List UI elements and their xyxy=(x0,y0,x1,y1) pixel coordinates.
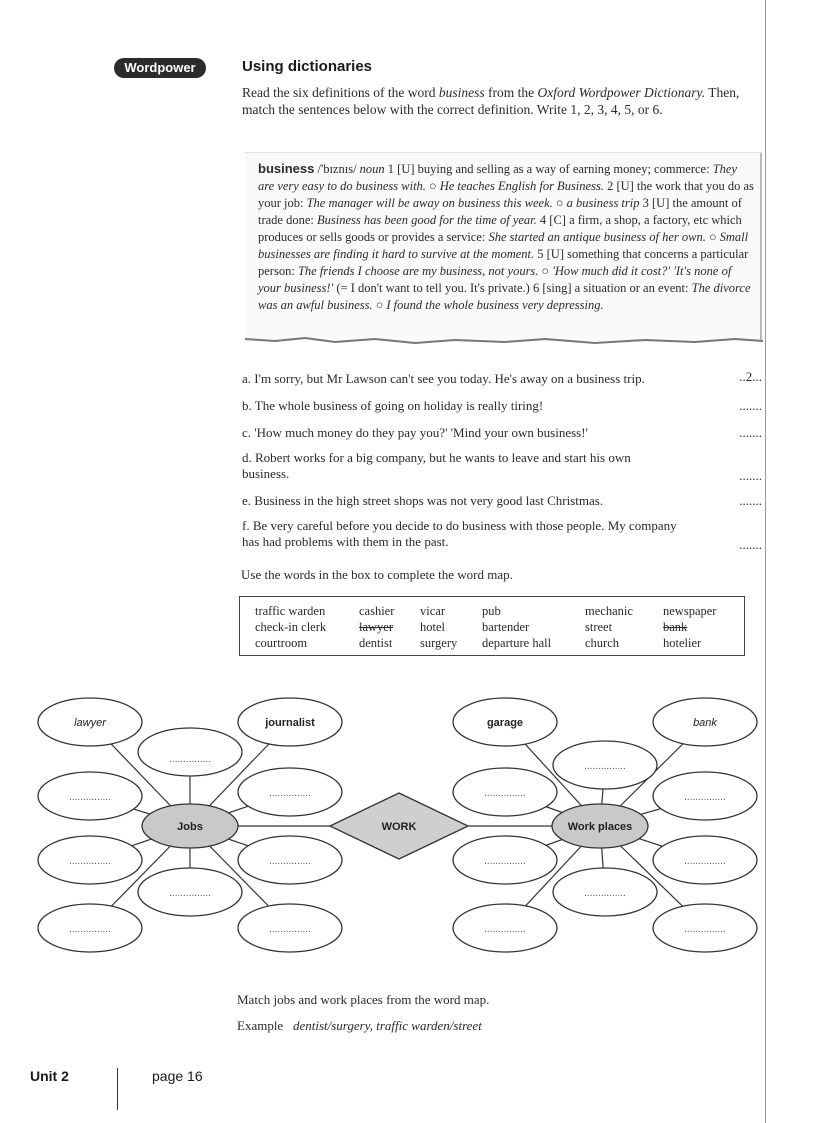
dictionary-entry: business /'bɪznɪs/ noun 1 [U] buying and selling as a way of earning money; commerce: They are very easy to do business with. ○ He teaches English for Business. 2 [U] the work that you do as your job: The manager will be away on business this week. ○ a business trip 3 [U] the amount of trade done: Business has been good for the time of year. 4 [C] a firm, a shop, a factory, etc which produces or sells goods or provides a service: She started an antique business of her own. ○ Small businesses are finding it hard to survive at the moment. 5 [U] something that concerns a particular person: The friends I choose are my business, not yours. ○ 'How much did it cost?' 'It's none of your business!' (= I don't want to tell you. It's private.) 6 [sing] a situation or an event: The divorce was an awful business. ○ I found the whole business very depressing. xyxy=(258,161,754,312)
blank-line: ............... xyxy=(484,924,526,935)
answer-b[interactable]: ....... xyxy=(739,398,762,413)
word: mechanic xyxy=(585,604,633,618)
work-center-label: WORK xyxy=(381,821,417,833)
word: street xyxy=(585,620,613,634)
map-bubble xyxy=(138,728,242,776)
blank-line: ............... xyxy=(269,924,311,935)
word: vicar xyxy=(420,604,445,618)
blank-line: ............... xyxy=(69,856,111,867)
margin-line xyxy=(765,0,766,1123)
word: newspaper xyxy=(663,604,717,618)
bubble-label: lawyer xyxy=(74,717,106,729)
word: departure hall xyxy=(482,636,552,650)
blank-line: ............... xyxy=(484,788,526,799)
page-number: page 16 xyxy=(152,1068,203,1084)
bubble-label: journalist xyxy=(265,717,315,729)
word: pub xyxy=(482,604,501,618)
box-instruction: Use the words in the box to complete the word map. xyxy=(241,567,513,582)
question-d: d. Robert works for a big company, but he wants to leave and start his own business. xyxy=(242,450,631,481)
intro-text: Read the six definitions of the word business from the Oxford Wordpower Dictionary. Then, match the sentences below with the correct definition. Write 1, 2, 3, 4, 5, or 6. xyxy=(242,85,740,117)
blank-line: ............... xyxy=(169,754,211,765)
blank-line: ............... xyxy=(69,792,111,803)
question-b: b. The whole business of going on holiday is really tiring! xyxy=(242,398,544,413)
blank-line: ............... xyxy=(269,856,311,867)
match-example: Example dentist/surgery, traffic warden/street xyxy=(237,1018,482,1033)
wordpower-badge: Wordpower xyxy=(114,58,206,78)
answer-a[interactable]: ..2... xyxy=(739,369,762,384)
word: dentist xyxy=(359,636,393,650)
word-crossed: lawyer xyxy=(359,620,394,634)
question-e: e. Business in the high street shops was not very good last Christmas. xyxy=(242,493,604,508)
word: courtroom xyxy=(255,636,308,650)
question-c: c. 'How much money do they pay you?' 'Mind your own business!' xyxy=(242,425,588,440)
question-a: a. I'm sorry, but Mr Lawson can't see you today. He's away on a business trip. xyxy=(242,371,645,386)
blank-line: ............... xyxy=(584,888,626,899)
blank-line: ............... xyxy=(684,856,726,867)
blank-line: ............... xyxy=(269,788,311,799)
blank-line: ............... xyxy=(684,792,726,803)
blank-line: ............... xyxy=(169,888,211,899)
blank-line: ............... xyxy=(484,856,526,867)
match-instruction: Match jobs and work places from the word map. xyxy=(237,992,490,1007)
blank-line: ............... xyxy=(69,924,111,935)
answer-f[interactable]: ....... xyxy=(739,537,762,552)
word: bartender xyxy=(482,620,530,634)
question-f: f. Be very careful before you decide to do business with those people. My company has had problems with them in the past. xyxy=(242,518,677,549)
blank-line: ............... xyxy=(684,924,726,935)
headword: business xyxy=(258,161,315,176)
section-title: Using dictionaries xyxy=(242,58,373,75)
word: surgery xyxy=(420,636,458,650)
answer-c[interactable]: ....... xyxy=(739,425,762,440)
word: church xyxy=(585,636,620,650)
unit-label: Unit 2 xyxy=(30,1068,69,1084)
bubble-label: garage xyxy=(486,717,524,729)
jobs-hub-label: Jobs xyxy=(177,821,203,833)
word: hotelier xyxy=(663,636,702,650)
bubble-label: bank xyxy=(693,717,717,729)
answer-e[interactable]: ....... xyxy=(739,493,762,508)
footer-divider xyxy=(117,1068,118,1110)
word-map xyxy=(0,690,780,960)
word-crossed: bank xyxy=(663,620,688,634)
word: cashier xyxy=(359,604,395,618)
torn-edge xyxy=(245,336,763,346)
workplaces-hub-label: Work places xyxy=(567,821,633,833)
blank-line: ............... xyxy=(584,761,626,772)
answer-d[interactable]: ....... xyxy=(739,468,762,483)
word: check-in clerk xyxy=(255,620,327,634)
word: traffic warden xyxy=(255,604,326,618)
word: hotel xyxy=(420,620,445,634)
